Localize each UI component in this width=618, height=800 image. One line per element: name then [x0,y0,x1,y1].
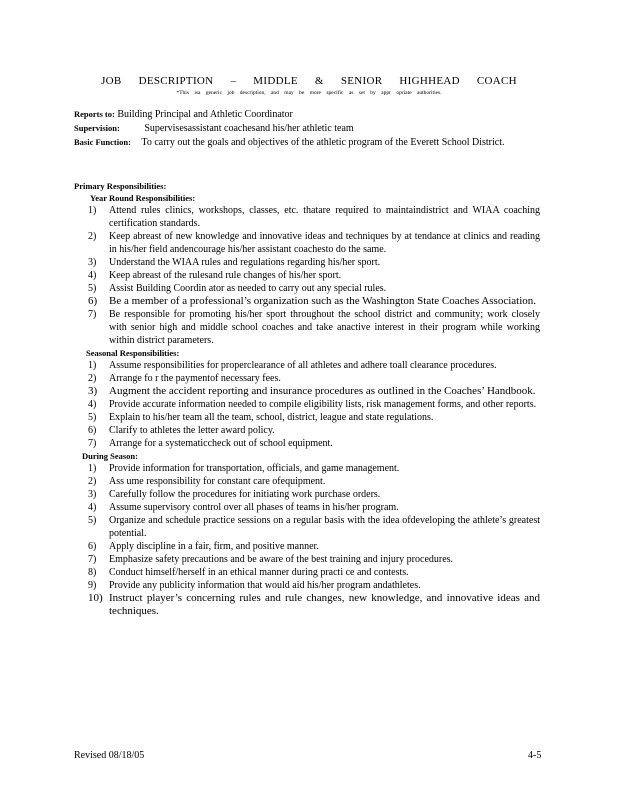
supervision-line [74,122,544,135]
item-text: Augment the accident reporting and insurance procedures as outlined in the Coaches’ Handbook. [109,385,536,397]
item-number: 6) [88,541,97,552]
list-item [74,372,540,385]
during-season-heading: During Season: [82,451,138,461]
item-text: Emphasize safety precautions and be aware of the best training and injury procedures. [109,554,454,565]
list-item [74,540,540,553]
list-item [74,488,540,501]
item-text: Apply discipline in a fair, firm, and positive manner. [109,541,319,552]
item-text: Arrange for a systematiccheck out of school equipment. [109,438,333,449]
list-item [74,424,540,437]
item-number: 2) [88,373,97,384]
item-text: Provide accurate information needed to compile eligibility lists, risk management forms, and other reports. [109,399,537,410]
list-item [74,462,540,475]
reports-value: Building Principal and Athletic Coordinator [117,109,293,120]
during-season-list [74,462,544,618]
item-number: 6) [88,425,97,436]
list-item [74,204,540,230]
reports-label: Reports to: [74,109,115,119]
item-text: Keep abreast of the rulesand rule changes of his/her sport. [109,270,342,281]
item-number: 1) [88,205,97,216]
responsibilities-section [74,180,544,618]
list-item [74,230,540,256]
list-item [74,282,540,295]
item-number: 7) [88,438,97,449]
item-number: 7) [88,309,97,320]
item-number: 1) [88,360,97,371]
item-text: Arrange fo r the paymentof necessary fees. [109,373,281,384]
list-item [74,592,540,618]
list-item [74,308,540,347]
list-item [74,553,540,566]
primary-heading: Primary Responsibilities: [74,181,167,191]
item-number: 5) [88,412,97,423]
item-text: Assist Building Coordin ator as needed to carry out any special rules. [109,283,387,294]
disclaimer-note: *This isa generic job description, and may be more specific as set by appr opriate authorities. [176,90,442,96]
year-round-list [74,204,544,347]
item-text: Clarify to athletes the letter award policy. [109,425,275,436]
reports-to-line [74,108,544,121]
item-text: Explain to his/her team all the team, school, district, league and state regulations. [109,412,434,423]
list-item [74,385,540,398]
item-text: Provide any publicity information that would aid his/her program andathletes. [109,580,421,591]
basic-function-line [74,136,544,149]
list-item [74,411,540,424]
function-value: To carry out the goals and objectives of the athletic program of the Everett School District. [141,137,505,148]
item-text: Instruct player’s concerning rules and rule changes, new knowledge, and innovative ideas and techniques. [109,592,540,617]
list-item [74,256,540,269]
page-title: JOB DESCRIPTION – MIDDLE & SENIOR HIGHHEAD COACH [101,75,517,87]
item-text: Understand the WIAA rules and regulations regarding his/her sport. [109,257,381,268]
list-item [74,501,540,514]
supervision-label: Supervision: [74,123,120,133]
list-item [74,514,540,540]
page-number: 4-5 [528,750,542,761]
item-number: 2) [88,476,97,487]
list-item [74,579,540,592]
item-number: 1) [88,463,97,474]
item-number: 9) [88,580,97,591]
seasonal-list [74,359,544,450]
list-item [74,295,540,308]
item-number: 10) [88,592,103,604]
item-number: 6) [88,295,98,307]
list-item [74,359,540,372]
item-number: 5) [88,283,97,294]
function-label: Basic Function: [74,137,131,147]
item-text: Attend rules clinics, workshops, classes, etc. thatare required to maintaindistrict and WIAA coaching certification standards. [109,205,540,229]
supervision-value: Supervisesassistant coachesand his/her athletic team [144,123,354,134]
list-item [74,398,540,411]
item-number: 4) [88,270,97,281]
list-item [74,437,540,450]
item-number: 4) [88,502,97,513]
item-text: Assume responsibilities for properclearance of all athletes and adhere toall clearance procedures. [109,360,497,371]
revised-date: Revised 08/18/05 [74,750,145,761]
item-number: 5) [88,515,97,526]
item-text: Be a member of a professional’s organization such as the Washington State Coaches Association. [109,295,537,307]
item-number: 4) [88,399,97,410]
item-number: 7) [88,554,97,565]
list-item [74,269,540,282]
year-round-heading: Year Round Responsibilities: [90,193,196,203]
item-number: 3) [88,257,97,268]
list-item [74,475,540,488]
item-number: 8) [88,567,97,578]
seasonal-heading: Seasonal Responsibilities: [86,348,180,358]
item-number: 3) [88,385,98,397]
item-text: Conduct himself/herself in an ethical manner during practi ce and contests. [109,567,409,578]
item-text: Carefully follow the procedures for initiating work purchase orders. [109,489,381,500]
item-number: 3) [88,489,97,500]
item-text: Organize and schedule practice sessions on a regular basis with the idea ofdeveloping the athlete’s greatest potential. [109,515,540,539]
item-text: Assume supervisory control over all phases of teams in his/her program. [109,502,399,513]
item-number: 2) [88,231,97,242]
item-text: Provide information for transportation, officials, and game management. [109,463,400,474]
item-text: Ass ume responsibility for constant care ofequipment. [109,476,326,487]
list-item [74,566,540,579]
item-text: Keep abreast of new knowledge and innovative ideas and techniques by at tendance at clinics and reading in his/her field andencourage his/her assistant coachesto do the same. [109,231,540,255]
item-text: Be responsible for promoting his/her sport throughout the school district and community; work closely with senior high and middle school coaches and take anactive interest in their program while working within district parameters. [109,309,540,346]
